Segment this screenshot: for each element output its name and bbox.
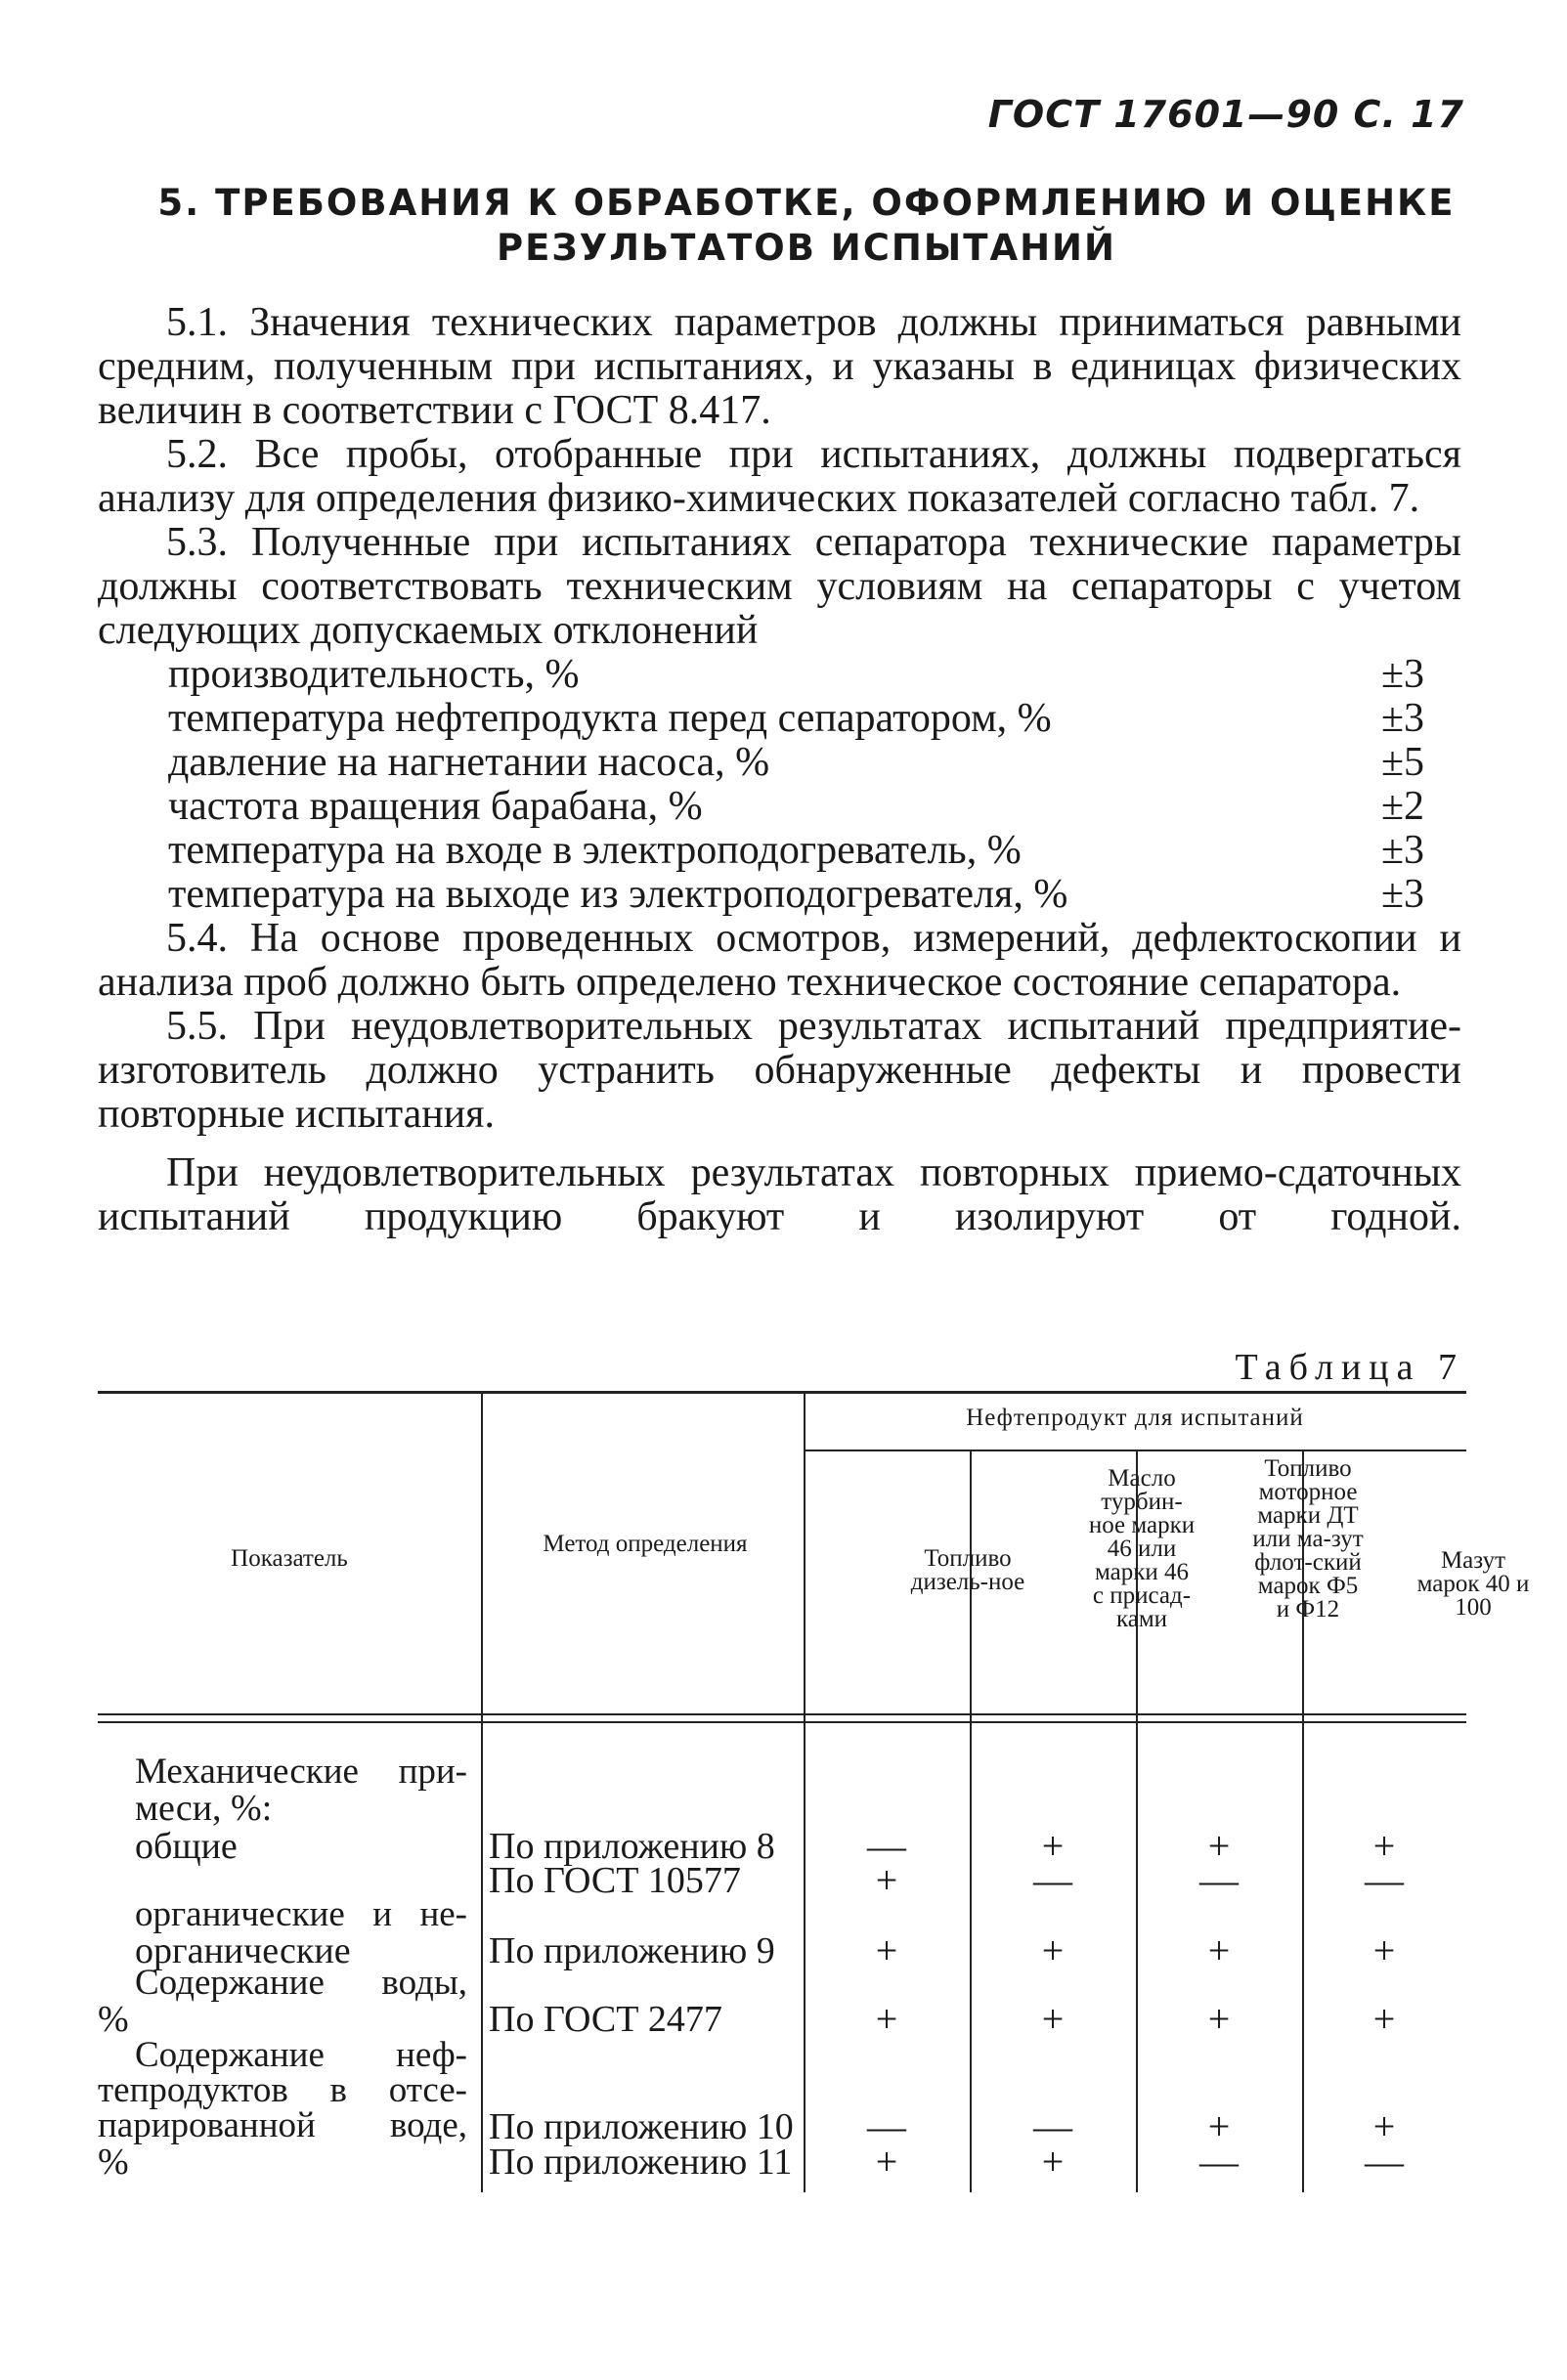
tolerance-label: температура на входе в электроподогреватель, % xyxy=(168,828,1022,873)
indicator-text: органические и не- xyxy=(135,1894,467,1934)
paragraph-5-4: 5.4. На основе проведенных осмотров, измерений, дефлектоскопии и анализа проб должно быть определено техническое состояние сепаратора. xyxy=(98,916,1461,1005)
method-cell: По ГОСТ 2477 xyxy=(489,1999,722,2040)
running-head: ГОСТ 17601—90 С. 17 xyxy=(987,93,1464,136)
body-text xyxy=(98,301,1461,1239)
tolerance-value: ±3 xyxy=(1380,652,1425,697)
indicator-text: тепродуктов в отсе- xyxy=(98,2070,467,2110)
mark-cell: + xyxy=(875,1928,898,1972)
paragraph-gap xyxy=(98,1137,1461,1151)
tolerance-item xyxy=(168,697,1461,741)
tolerance-label: частота вращения барабана, % xyxy=(168,784,703,829)
header-diesel-fuel: Топливо дизель-ное xyxy=(910,1545,1025,1595)
tolerance-value: ±3 xyxy=(1380,872,1425,917)
mark-cell: + xyxy=(1207,1997,1231,2041)
mark-cell: + xyxy=(1372,1928,1396,1972)
mark-cell: + xyxy=(1207,1824,1231,1868)
header-turbine-oil: Масло турбин-ное марки 46 или марки 46 с присад-ками xyxy=(1088,1465,1196,1632)
tolerance-label: температура нефтепродукта перед сепаратором, % xyxy=(168,696,1052,741)
tolerance-label: производительность, % xyxy=(168,652,580,697)
mark-cell: + xyxy=(1041,1824,1065,1868)
header-bottom-rule xyxy=(98,1713,1466,1715)
tolerance-label: давление на нагнетании насоса, % xyxy=(168,740,770,785)
header-fuel-oil: Мазут марок 40 и 100 xyxy=(1416,1547,1530,1621)
tolerance-item xyxy=(168,653,1461,697)
indicator-text: меси, %: xyxy=(135,1788,273,1829)
header-indicator: Показатель xyxy=(231,1545,348,1572)
paragraph-5-1: 5.1. Значения технических параметров должны приниматься равными средним, полученным при испытаниях, и указаны в единицах физических величин в соответствии с ГОСТ 8.417. xyxy=(98,300,1461,433)
paragraph-5-2: 5.2. Все пробы, отобранные при испытаниях, должны подвергаться анализу для определения физико-химических показателей согласно табл. 7. xyxy=(98,432,1461,521)
column-divider xyxy=(481,1391,483,2192)
indicator-text: парированной воде, xyxy=(98,2105,467,2145)
indicator-text: Механические при- xyxy=(135,1752,467,1792)
header-method: Метод определения xyxy=(543,1531,748,1557)
mark-cell: — xyxy=(867,2104,906,2148)
method-cell: По ГОСТ 10577 xyxy=(489,1860,741,1901)
mark-cell: + xyxy=(1207,2104,1231,2148)
mark-cell: + xyxy=(1041,2140,1065,2184)
indicator-text: общие xyxy=(135,1826,238,1867)
indicator-text: Содержание воды, xyxy=(135,1963,467,2003)
mark-cell: — xyxy=(1199,2140,1239,2184)
group-header-rule xyxy=(804,1450,1466,1451)
tolerance-value: ±5 xyxy=(1380,740,1425,785)
method-cell: По приложению 10 xyxy=(489,2106,794,2147)
indicator-text: органические xyxy=(135,1930,351,1971)
method-cell: По приложению 8 xyxy=(489,1826,775,1867)
mark-cell: — xyxy=(1033,1858,1072,1902)
table-top-rule xyxy=(98,1391,1466,1394)
mark-cell: + xyxy=(1041,1997,1065,2041)
mark-cell: + xyxy=(875,1997,898,2041)
indicator-text: Содержание неф- xyxy=(135,2035,467,2075)
table-caption: Таблица 7 xyxy=(1235,1347,1464,1388)
tolerance-list xyxy=(98,653,1461,917)
header-bottom-rule-2 xyxy=(98,1721,1466,1723)
mark-cell: + xyxy=(1207,1928,1231,1972)
paragraph-5-3: 5.3. Полученные при испытаниях сепаратора технические параметры должны соответствовать техническим условиям на сепараторы с учетом следующих допускаемых отклонений xyxy=(98,520,1461,653)
mark-cell: + xyxy=(1041,1928,1065,1972)
mark-cell: — xyxy=(1365,1858,1404,1902)
mark-cell: + xyxy=(1372,2104,1396,2148)
tolerance-value: ±2 xyxy=(1380,784,1425,829)
mark-cell: — xyxy=(1033,2104,1072,2148)
section-title xyxy=(147,181,1466,271)
mark-cell: + xyxy=(1372,1824,1396,1868)
indicator-text: % xyxy=(98,1999,129,2040)
header-product-group: Нефтепродукт для испытаний xyxy=(966,1405,1304,1431)
paragraph-5-5-final: При неудовлетворительных результатах повторных приемо-сдаточных испытаний продукцию бракуют и изолируют от годной. xyxy=(98,1150,1461,1239)
indicator-text: % xyxy=(98,2142,129,2183)
header-motor-fuel: Топливо моторное марки ДТ или ма-зут флот-ский марок Ф5 и Ф12 xyxy=(1252,1455,1364,1623)
tolerance-value: ±3 xyxy=(1380,696,1425,741)
section-title-line-2: РЕЗУЛЬТАТОВ ИСПЫТАНИЙ xyxy=(497,227,1116,269)
paragraph-5-5: 5.5. При неудовлетворительных результатах испытаний предприятие-изготовитель должно устранить обнаруженные дефекты и провести повторные испытания. xyxy=(98,1004,1461,1137)
section-title-line-1: 5. ТРЕБОВАНИЯ К ОБРАБОТКЕ, ОФОРМЛЕНИЮ И ОЦЕНКЕ xyxy=(157,182,1456,224)
tolerance-item xyxy=(168,741,1461,785)
method-cell: По приложению 9 xyxy=(489,1930,775,1971)
tolerance-value: ±3 xyxy=(1380,828,1425,873)
table-7 xyxy=(98,1391,1530,2192)
mark-cell: + xyxy=(875,1858,898,1902)
mark-cell: — xyxy=(1365,2140,1404,2184)
mark-cell: — xyxy=(1199,1858,1239,1902)
mark-cell: + xyxy=(875,2140,898,2184)
tolerance-item xyxy=(168,873,1461,917)
column-divider xyxy=(804,1391,805,2192)
tolerance-label: температура на выходе из электроподогревателя, % xyxy=(168,872,1068,917)
mark-cell: + xyxy=(1372,1997,1396,2041)
tolerance-item xyxy=(168,785,1461,829)
method-cell: По приложению 11 xyxy=(489,2142,793,2183)
tolerance-item xyxy=(168,829,1461,873)
mark-cell: — xyxy=(867,1824,906,1868)
